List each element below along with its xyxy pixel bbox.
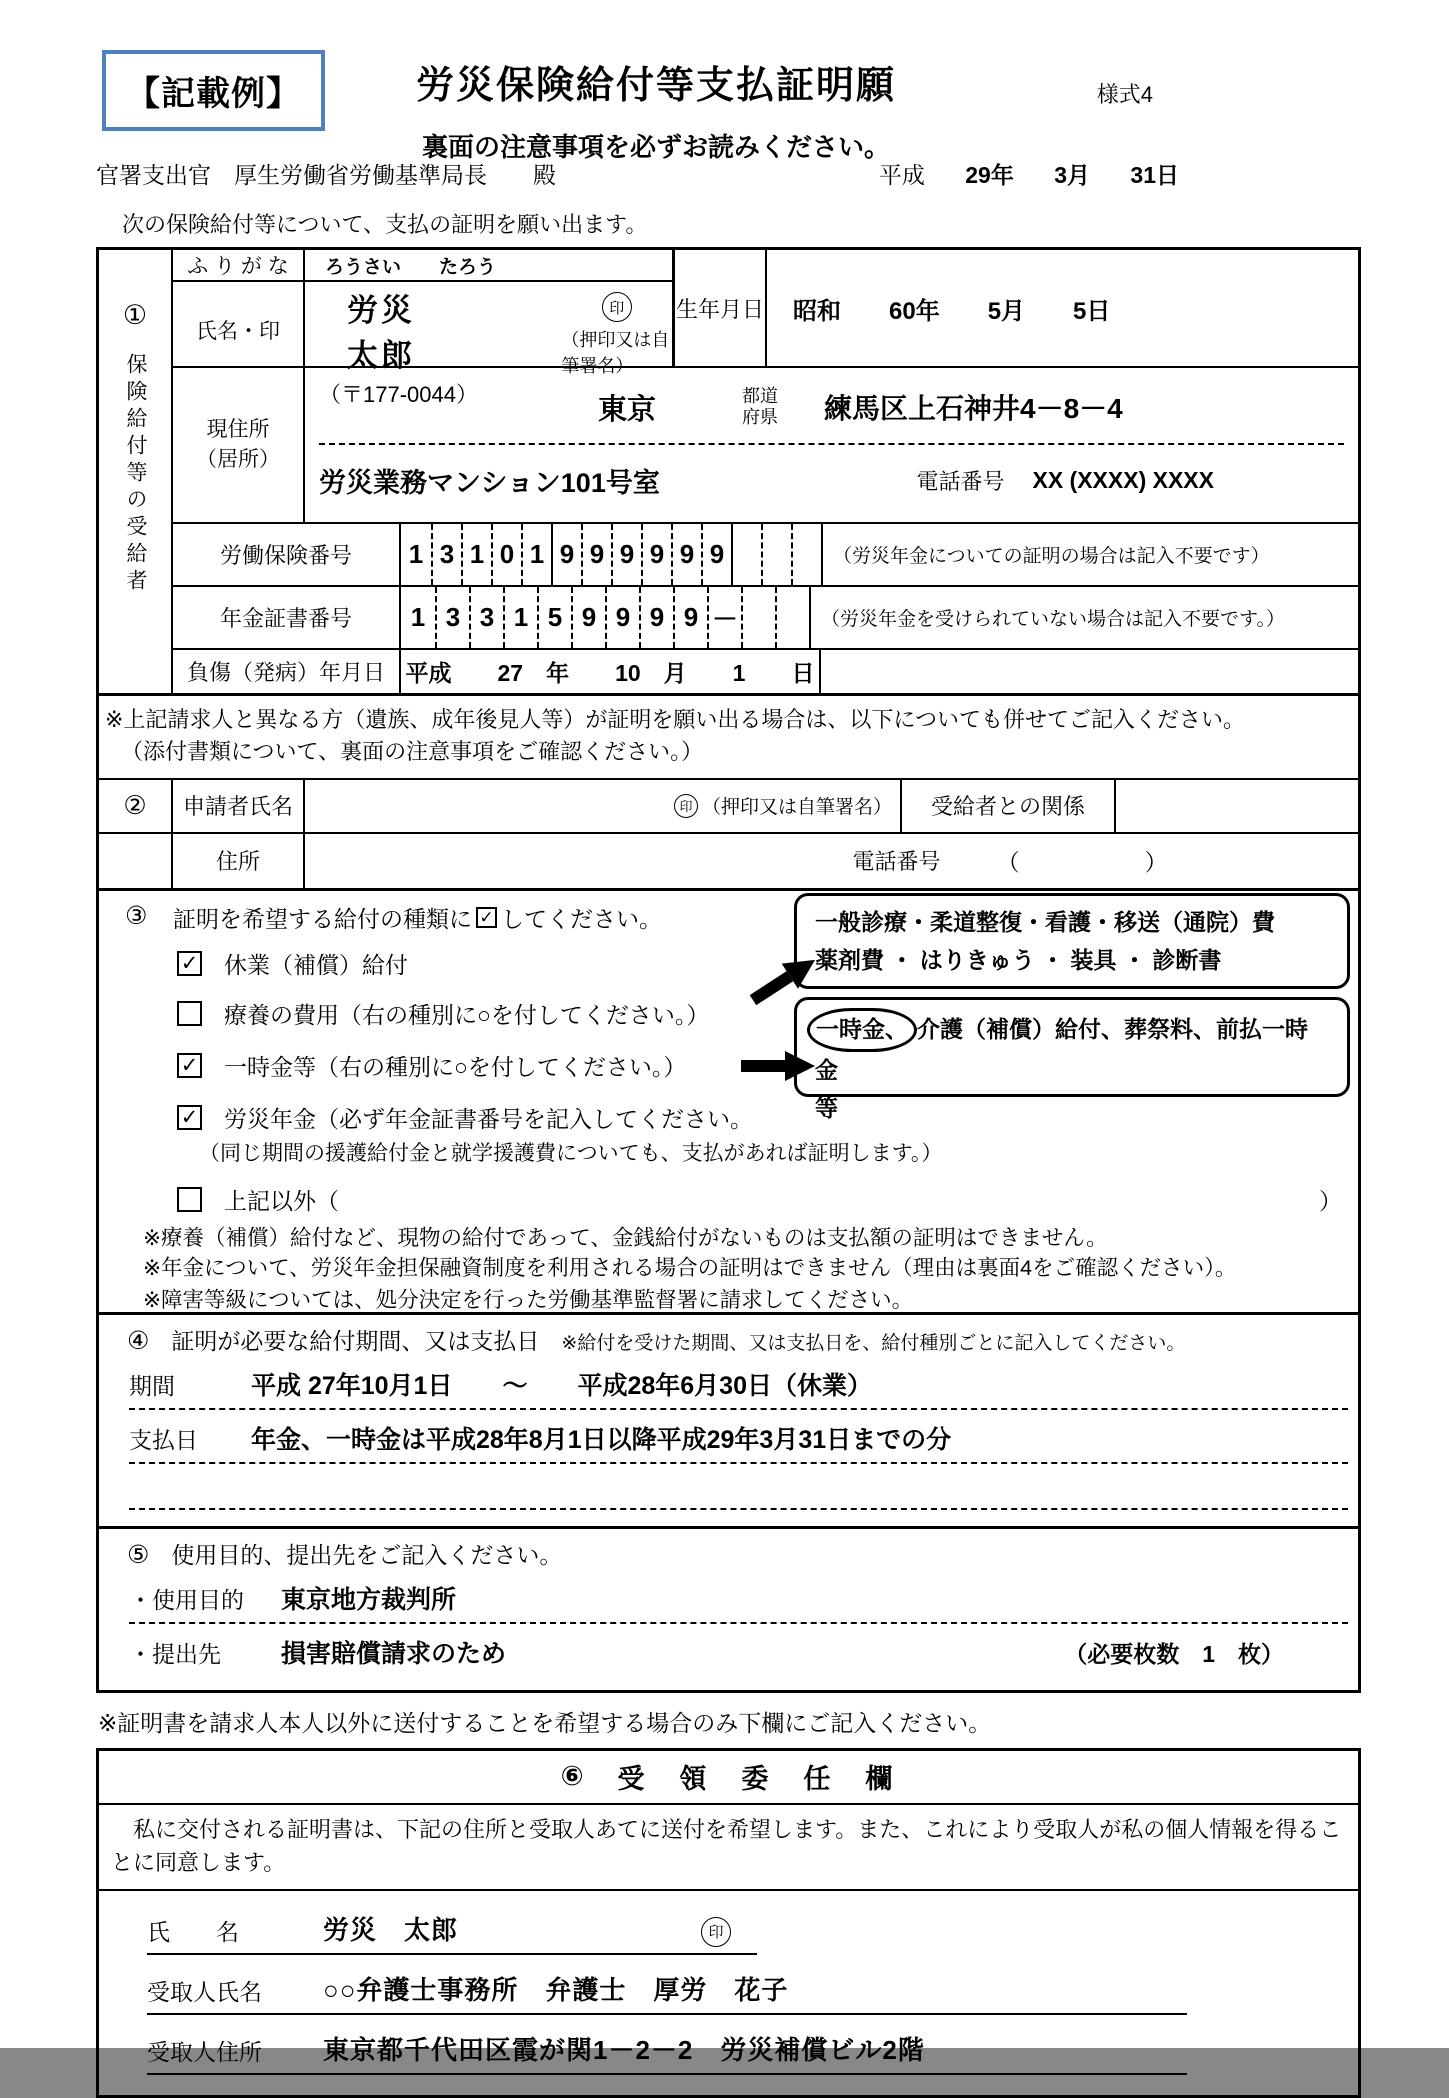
section4-number: ④ <box>127 1326 150 1355</box>
section6-header <box>99 1751 1358 1805</box>
prefecture-label: 都道 府県 <box>742 385 778 428</box>
birthdate-label: 生年月日 <box>673 250 767 366</box>
addressee: 官署支出官 厚生労働省労働基準局長 殿 <box>96 162 556 188</box>
phone-label: 電話番号 <box>916 468 1005 494</box>
section1-side-label: 保険給付等の受給者 <box>124 353 147 596</box>
name-row <box>173 282 672 378</box>
seal-area <box>561 292 672 378</box>
note-above-section6: ※証明書を請求人本人以外に送付することを希望する場合のみ下欄にご記入ください。 <box>98 1709 992 1736</box>
checkbox-icon[interactable] <box>177 1001 202 1026</box>
pension-sub-note: （同じ期間の援護給付金と就学援護費についても、支払があれば証明します。） <box>199 1141 943 1165</box>
labor-insurance-label: 労働保険番号 <box>173 524 401 585</box>
seal-icon: 印 <box>701 1917 731 1947</box>
section4-header: ④ 証明が必要な給付期間、又は支払日 ※給付を受けた期間、又は支払日を、給付種別ごとに記入してください。 <box>127 1326 1186 1355</box>
circled-selection: 一時金、 <box>807 1008 917 1052</box>
note-line: ※上記請求人と異なる方（遺族、成年後見人等）が証明を願い出る場合は、以下についても併せてご記入ください。 <box>105 707 1245 732</box>
address-line1 <box>319 372 1344 443</box>
section5-header: ⑤ 使用目的、提出先をご記入ください。 <box>127 1540 563 1569</box>
birthdate-field[interactable]: 昭和 60年 5月 5日 <box>793 297 1111 325</box>
page-title: 労災保険給付等支払証明願 <box>415 65 896 107</box>
name-field[interactable] <box>305 282 672 378</box>
main-form-box <box>96 247 1361 1693</box>
labor-insurance-digits[interactable] <box>401 524 823 585</box>
delegator-name-row <box>147 1909 757 1955</box>
prefecture-value: 東京 <box>597 393 656 426</box>
digit-cell[interactable] <box>731 524 761 585</box>
section4-period <box>99 1315 1358 1529</box>
digit-cell[interactable] <box>741 587 775 648</box>
relation-label: 受給者との関係 <box>902 780 1116 832</box>
checkbox-label: 一時金等（右の種別に○を付してください。） <box>224 1053 687 1080</box>
checkbox-icon[interactable] <box>177 1187 202 1212</box>
checkbox-label: 労災年金（必ず年金証書番号を記入してください。 <box>224 1105 753 1132</box>
checkbox-item-rosai-nenkin[interactable] <box>177 1101 753 1134</box>
name-value: 労災 太郎 <box>347 293 449 373</box>
destination-field[interactable]: 損害賠償請求のため <box>281 1639 507 1668</box>
address-label: 現住所 （居所） <box>173 368 305 522</box>
payday-field[interactable]: 年金、一時金は平成28年8月1日以降平成29年3月31日までの分 <box>251 1425 952 1454</box>
digit-cell[interactable]: 1 <box>521 524 551 585</box>
digit-cell[interactable] <box>775 587 809 648</box>
recipient-name-row <box>147 1969 1187 2015</box>
recipient-address-row <box>147 2029 1187 2075</box>
name-label: 氏名・印 <box>173 282 305 378</box>
purpose-field[interactable]: 東京地方裁判所 <box>281 1585 457 1614</box>
section6-fields <box>99 1891 1358 2095</box>
pension-cert-label: 年金証書番号 <box>173 587 401 648</box>
furigana-label: ふ り が な <box>173 250 305 280</box>
injury-date-label: 負傷（発病）年月日 <box>173 650 401 693</box>
digit-cell[interactable]: 1 <box>461 524 491 585</box>
phone-field[interactable]: XX (XXXX) XXXX <box>1032 466 1214 493</box>
birthdate-cell <box>672 250 1358 366</box>
header <box>96 50 1361 162</box>
phone-label: 電話番号 <box>852 849 941 875</box>
checkbox-item-ichijikin[interactable] <box>177 1049 686 1082</box>
checkbox-item-other[interactable] <box>177 1183 339 1216</box>
destination-label: ・提出先 <box>129 1640 221 1667</box>
delegator-name-label: 氏 名 <box>147 1918 239 1945</box>
section1-number: ① <box>122 300 148 330</box>
section6-title: 受 領 委 任 欄 <box>617 1764 897 1795</box>
payday-label: 支払日 <box>129 1426 198 1453</box>
labor-insurance-note: （労災年金についての証明の場合は記入不要です） <box>833 545 1270 567</box>
checkbox-icon[interactable]: ✓ <box>177 951 202 976</box>
checkbox-label: 休業（補償）給付 <box>224 951 408 978</box>
medical-types-box: 一般診療・柔道整復・看護・移送（通院）費 薬剤費 ・ はりきゅう ・ 装具 ・ 診断書 <box>794 893 1350 989</box>
injury-date-row <box>173 650 1358 693</box>
section2-applicant <box>99 780 1358 891</box>
section3-note: ※年金について、労災年金担保融資制度を利用される場合の証明はできません（理由は裏面4をご確認ください）。 <box>143 1255 1237 1280</box>
pension-cert-digits[interactable] <box>401 587 811 648</box>
applicant-name-label: 申請者氏名 <box>173 780 305 832</box>
furigana-row <box>173 250 672 282</box>
phone-group <box>916 465 1214 496</box>
empty-entry-line[interactable] <box>129 1474 1348 1510</box>
date-year[interactable]: 29年 <box>965 162 1014 188</box>
phone-field[interactable]: （ ） <box>996 849 1182 876</box>
period-label: 期間 <box>129 1372 175 1399</box>
payday-row <box>129 1420 1348 1464</box>
relation-field[interactable] <box>1116 780 1358 832</box>
digit-cell[interactable]: 3 <box>469 587 503 648</box>
digit-cell[interactable]: 9 <box>701 524 731 585</box>
purpose-label: ・使用目的 <box>129 1586 244 1613</box>
form-content <box>96 50 1361 2098</box>
checkbox-item-ryoyo[interactable] <box>177 997 709 1030</box>
example-label-box: 【記載例】 <box>102 50 325 131</box>
date-day[interactable]: 31日 <box>1130 162 1179 188</box>
checkbox-example-icon: ✓ <box>476 907 497 928</box>
intro-text: 次の保険給付等について、支払の証明を願い出ます。 <box>122 212 648 237</box>
seal-icon: 印 <box>602 292 632 322</box>
section3-note: ※障害等級については、処分決定を行った労働基準監督署に請求してください。 <box>143 1287 914 1312</box>
arrow-right-icon <box>741 1051 815 1081</box>
section2-number-spacer <box>99 834 173 888</box>
address-field[interactable] <box>305 368 1358 522</box>
seal-icon: 印 <box>674 794 698 818</box>
section3-number: ③ <box>125 901 148 930</box>
section2-number: ② <box>99 780 173 832</box>
section5-number: ⑤ <box>127 1540 150 1569</box>
postal-code: （〒177-0044） <box>319 382 478 407</box>
applicant-address-field[interactable] <box>305 834 1358 888</box>
building-value: 労災業務マンション101号室 <box>319 467 660 498</box>
checkbox-icon[interactable]: ✓ <box>177 1105 202 1130</box>
digit-cell[interactable]: 5 <box>537 587 571 648</box>
section3-header: 証明を希望する給付の種類に ✓ してください。 <box>173 905 662 932</box>
lumpsum-types-box: 一時金、 介護（補償）給付、葬祭料、前払一時金 等 <box>794 997 1350 1097</box>
digit-cell[interactable]: 9 <box>551 524 581 585</box>
period-row <box>129 1366 1348 1410</box>
digit-cell[interactable]: 9 <box>641 524 671 585</box>
injury-date-field[interactable]: 平成 27 年 10 月 1 日 <box>401 650 821 693</box>
period-field[interactable]: 平成 27年10月1日 ～ 平成28年6月30日（休業） <box>251 1371 872 1400</box>
digit-cell[interactable] <box>791 524 821 585</box>
section1-body <box>173 250 1358 693</box>
applicant-name-field[interactable] <box>305 780 902 832</box>
digit-cell[interactable]: 9 <box>605 587 639 648</box>
digit-cell[interactable]: 1 <box>503 587 537 648</box>
date-era: 平成 <box>878 162 925 188</box>
furigana-field[interactable]: ろうさい たろう <box>325 256 497 278</box>
title-block <box>326 50 986 164</box>
checkbox-icon[interactable]: ✓ <box>177 1053 202 1078</box>
checkbox-label: 上記以外（ <box>224 1187 339 1214</box>
pension-cert-number-row <box>173 587 1358 650</box>
applicant-address-row <box>99 834 1358 888</box>
copies-note: （必要枚数 1 枚） <box>1064 1640 1284 1667</box>
form-code: 様式4 <box>1096 82 1153 107</box>
digit-cell[interactable]: － <box>707 587 741 648</box>
delegator-name-field[interactable]: 労災 太郎 <box>323 1914 459 1945</box>
name-and-birth-rows <box>173 250 1358 376</box>
digit-cell[interactable]: 0 <box>491 524 521 585</box>
digit-cell[interactable]: 3 <box>431 524 461 585</box>
page-subtitle: 裏面の注意事項を必ずお読みください。 <box>421 132 890 162</box>
section3-note: ※療養（補償）給付など、現物の給付であって、金銭給付がないものは支払額の証明はできません。 <box>143 1225 1108 1250</box>
section6-delegation-box <box>96 1748 1361 2098</box>
applicant-address-label: 住所 <box>173 834 305 888</box>
recipient-name-field[interactable]: ○○弁護士事務所 弁護士 厚労 花子 <box>323 1974 789 2005</box>
digit-cell[interactable] <box>761 524 791 585</box>
digit-cell[interactable]: 9 <box>611 524 641 585</box>
section3-benefit-types <box>99 891 1358 1315</box>
destination-row <box>129 1634 1348 1676</box>
digit-cell[interactable]: 9 <box>571 587 605 648</box>
note-above-section2 <box>99 696 1358 780</box>
recipient-address-field[interactable]: 東京都千代田区霞が関1－2－2 労災補償ビル2階 <box>323 2034 925 2065</box>
digit-cell[interactable]: 3 <box>435 587 469 648</box>
date-month[interactable]: 3月 <box>1054 162 1091 188</box>
recipient-name-label: 受取人氏名 <box>147 1978 262 2005</box>
checkbox-item-kyugyo[interactable] <box>177 947 408 980</box>
recipient-address-label: 受取人住所 <box>147 2038 262 2065</box>
digit-cell[interactable]: 1 <box>410 601 426 632</box>
name-rows <box>173 250 672 376</box>
seal-note: （押印又は自筆署名） <box>561 330 670 376</box>
pension-cert-note: （労災年金を受けられていない場合は記入不要です。） <box>821 608 1285 630</box>
digit-cell[interactable]: 9 <box>581 524 611 585</box>
applicant-name-row <box>99 780 1358 834</box>
digit-cell[interactable]: 9 <box>673 587 707 648</box>
other-close-paren: ） <box>1319 1187 1342 1214</box>
digit-cell[interactable]: 1 <box>408 538 424 569</box>
note-line: （添付書類について、裏面の注意事項をご確認ください。） <box>121 738 704 764</box>
address-row <box>173 368 1358 524</box>
city-value: 練馬区上石神井4－8－4 <box>824 393 1123 425</box>
address-line2 <box>319 445 1344 516</box>
section6-number: ⑥ <box>560 1761 588 1792</box>
labor-insurance-number-row <box>173 524 1358 587</box>
seal-note: （押印又は自筆署名） <box>701 797 892 819</box>
digit-cell[interactable]: 9 <box>639 587 673 648</box>
section1-recipient <box>99 250 1358 696</box>
checkbox-label: 療養の費用（右の種別に○を付してください。） <box>224 1001 710 1028</box>
section5-purpose <box>99 1529 1358 1690</box>
section1-side-column <box>99 250 173 693</box>
consent-text: 私に交付される証明書は、下記の住所と受取人あてに送付を希望します。また、これにより受取人が私の個人情報を得ることに同意します。 <box>99 1805 1358 1891</box>
digit-cell[interactable]: 9 <box>671 524 701 585</box>
purpose-row <box>129 1580 1348 1624</box>
